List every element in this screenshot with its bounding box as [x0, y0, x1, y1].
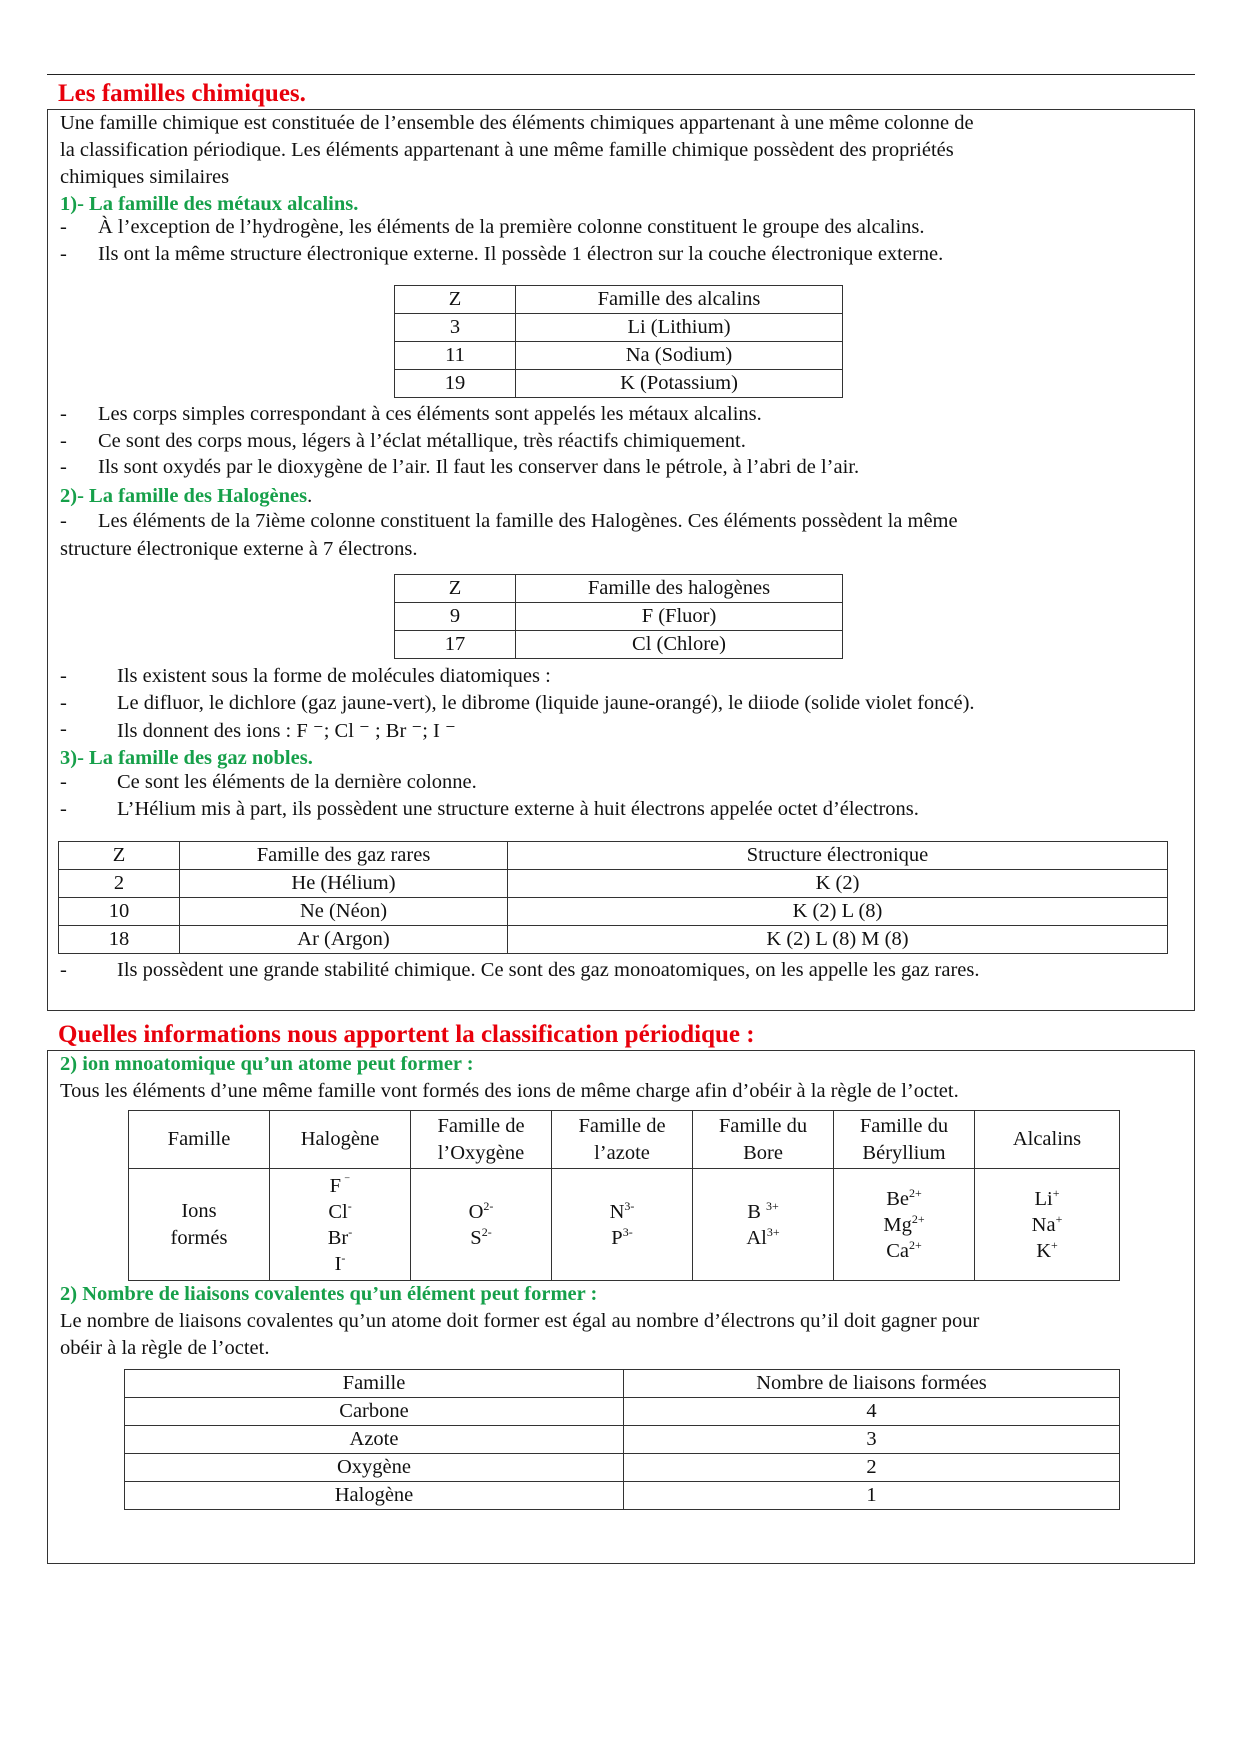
bullet-text: Ils possèdent une grande stabilité chimique. Ce sont des gaz monoatomiques, on les appelle les gaz rares.: [117, 959, 980, 981]
bullet-text: Ils sont oxydés par le dioxygène de l’air. Il faut les conserver dans le pétrole, à l’abri de l’air.: [98, 456, 860, 478]
noble-gas-table: [58, 841, 1168, 954]
bullet-dash: -: [60, 430, 67, 452]
ion-formula: I-: [334, 1250, 346, 1275]
ions-cell: [552, 1169, 693, 1281]
ions-header-cell: [693, 1111, 834, 1169]
bullet-dash: -: [60, 456, 67, 478]
table-row: [59, 926, 1168, 954]
table-cell: Li (Lithium): [516, 314, 843, 342]
bullet-dash: -: [60, 243, 67, 265]
bullet-dash: -: [60, 692, 67, 714]
ions-para: Tous les éléments d’une même famille vont formés des ions de même charge afin d’obéir à la règle de l’octet.: [60, 1080, 959, 1102]
bullet-text: Les corps simples correspondant à ces éléments sont appelés les métaux alcalins.: [98, 403, 762, 425]
ion-formula: K+: [1036, 1237, 1058, 1262]
table-row: [125, 1398, 1120, 1426]
table-cell: 3: [395, 314, 516, 342]
intro-line: la classification périodique. Les éléments appartenant à une même famille chimique possèdent des propriétés: [60, 139, 954, 161]
ions-header-text: l’azote: [594, 1141, 650, 1164]
table-row: [59, 870, 1168, 898]
ion-formula: Li+: [1034, 1185, 1060, 1210]
ion-formula: $S^{2-}$: [470, 1224, 492, 1249]
table-header-row: [129, 1111, 1120, 1169]
table-cell: 3: [624, 1426, 1120, 1454]
covalent-heading: 2) Nombre de liaisons covalentes qu’un élément peut former :: [60, 1283, 598, 1305]
ion-formula: Na+: [1031, 1211, 1063, 1236]
table-cell: Famille des gaz rares: [180, 842, 508, 870]
table-cell: Carbone: [125, 1398, 624, 1426]
ions-header-text: Famille du: [859, 1114, 949, 1137]
ion-formula: $P^{3-}$: [611, 1224, 633, 1249]
table-cell: 17: [395, 631, 516, 659]
table-cell: 9: [395, 603, 516, 631]
table-header-row: [59, 842, 1168, 870]
table-cell: Famille des alcalins: [516, 286, 843, 314]
table-cell: 10: [59, 898, 180, 926]
families-box: [47, 109, 1195, 1011]
ions-header-cell: [834, 1111, 975, 1169]
bullet-dash: -: [60, 718, 67, 740]
ions-cell: [693, 1169, 834, 1281]
table-cell: Na (Sodium): [516, 342, 843, 370]
table-cell: 18: [59, 926, 180, 954]
bullet-dash: -: [60, 665, 67, 687]
table-cell: 2: [624, 1454, 1120, 1482]
ion-formula: B $^{3+}$: [747, 1198, 779, 1223]
table-cell: 1: [624, 1482, 1120, 1510]
table-cell: Famille: [129, 1111, 270, 1169]
bullet-dash: -: [60, 959, 67, 981]
bullet-dash: -: [60, 771, 67, 793]
covalent-para-line1: Le nombre de liaisons covalentes qu’un atome doit former est égal au nombre d’électrons qu’il doit gagner pour: [60, 1310, 980, 1332]
table-cell: K (2): [508, 870, 1168, 898]
table-row: [59, 898, 1168, 926]
table-row: [395, 314, 843, 342]
table-row: [125, 1426, 1120, 1454]
bullet-text: Ce sont des corps mous, légers à l’éclat métallique, très réactifs chimiquement.: [98, 430, 746, 452]
noble-heading: 3)- La famille des gaz nobles.: [60, 747, 313, 769]
table-row: [125, 1454, 1120, 1482]
ions-header-cell: [975, 1111, 1120, 1169]
ion-formula: $Be^{2+}$: [886, 1185, 922, 1210]
bullet-text: Ils donnent des ions : F ⁻; Cl ⁻ ; Br ⁻; I ⁻: [117, 720, 456, 742]
ions-cell: [411, 1169, 552, 1281]
ions-table: [128, 1110, 1120, 1281]
table-cell: Famille des halogènes: [516, 575, 843, 603]
bullet-text: À l’exception de l’hydrogène, les éléments de la première colonne constituent le groupe des alcalins.: [98, 216, 925, 238]
bullet-dash: -: [60, 510, 67, 532]
alkali-table: [394, 285, 843, 398]
ions-header-cell: [411, 1111, 552, 1169]
table-cell: Z: [395, 575, 516, 603]
ions-header-text: Famille de: [437, 1114, 525, 1137]
bullet-dash: -: [60, 403, 67, 425]
table-row: [395, 342, 843, 370]
table-cell: Nombre de liaisons formées: [624, 1370, 1120, 1398]
ions-heading: 2) ion mnoatomique qu’un atome peut former :: [60, 1053, 474, 1075]
ions-cell: [270, 1169, 411, 1281]
ion-formula: $N^{3-}$: [609, 1198, 635, 1223]
classification-box: [47, 1050, 1195, 1564]
bullet-text: Les éléments de la 7ième colonne constituent la famille des Halogènes. Ces éléments possèdent la même: [98, 510, 958, 532]
ions-header-text: Halogène: [300, 1128, 380, 1150]
ions-header-cell: [270, 1111, 411, 1169]
ions-cell: [975, 1169, 1120, 1281]
table-header-row: [395, 286, 843, 314]
table-row: [395, 631, 843, 659]
bullet-text: Le difluor, le dichlore (gaz jaune-vert), le dibrome (liquide jaune-orangé), le diiode (solide violet foncé).: [117, 692, 975, 714]
table-row: [125, 1482, 1120, 1510]
ion-formula: F ⁻: [329, 1172, 351, 1197]
top-rule: [47, 74, 1195, 75]
bullet-text: Ce sont les éléments de la dernière colonne.: [117, 771, 477, 793]
ion-formula: $Al^{3+}$: [746, 1224, 780, 1249]
intro-line: chimiques similaires: [60, 166, 230, 188]
table-cell: Cl (Chlore): [516, 631, 843, 659]
table-cell: F (Fluor): [516, 603, 843, 631]
table-cell: Ar (Argon): [180, 926, 508, 954]
ions-header-text: Bore: [743, 1141, 783, 1164]
ions-row-label: Ions formés: [129, 1169, 270, 1281]
table-cell: Structure électronique: [508, 842, 1168, 870]
bullet-dash: -: [60, 216, 67, 238]
table-cell: Ne (Néon): [180, 898, 508, 926]
table-header-row: [395, 575, 843, 603]
table-cell: Azote: [125, 1426, 624, 1454]
table-cell: K (2) L (8) M (8): [508, 926, 1168, 954]
section-title-classification: Quelles informations nous apportent la classification périodique :: [58, 1021, 755, 1048]
table-row: [395, 370, 843, 398]
covalent-para-line2: obéir à la règle de l’octet.: [60, 1337, 270, 1359]
table-cell: Oxygène: [125, 1454, 624, 1482]
bullet-text: L’Hélium mis à part, ils possèdent une structure externe à huit électrons appelée octet d’électrons.: [117, 798, 919, 820]
ions-header-text: Béryllium: [862, 1141, 946, 1164]
bullet-text: Ils existent sous la forme de molécules diatomiques :: [117, 665, 551, 687]
ions-header-cell: [552, 1111, 693, 1169]
table-cell: 11: [395, 342, 516, 370]
ions-cell: [834, 1169, 975, 1281]
ions-header-text: Famille du: [718, 1114, 808, 1137]
table-row: [129, 1169, 1120, 1281]
ion-formula: $O^{2-}$: [468, 1198, 494, 1223]
bullet-dash: -: [60, 798, 67, 820]
ions-header-text: Famille de: [578, 1114, 666, 1137]
table-cell: Halogène: [125, 1482, 624, 1510]
ion-formula: $Ca^{2+}$: [886, 1237, 922, 1262]
intro-line: Une famille chimique est constituée de l’ensemble des éléments chimiques appartenant à une même colonne de: [60, 112, 974, 134]
ions-header-text: Alcalins: [1012, 1128, 1082, 1150]
halogen-para-line2: structure électronique externe à 7 électrons.: [60, 538, 418, 560]
table-cell: K (Potassium): [516, 370, 843, 398]
table-cell: 4: [624, 1398, 1120, 1426]
ion-formula: $Mg^{2+}$: [883, 1211, 925, 1236]
ion-formula: Br-: [327, 1224, 353, 1249]
table-cell: He (Hélium): [180, 870, 508, 898]
table-cell: Z: [395, 286, 516, 314]
table-header-row: [125, 1370, 1120, 1398]
bullet-text: Ils ont la même structure électronique externe. Il possède 1 électron sur la couche électronique externe.: [98, 243, 944, 265]
table-cell: K (2) L (8): [508, 898, 1168, 926]
covalent-table: [124, 1369, 1120, 1510]
ions-header-text: l’Oxygène: [437, 1141, 525, 1164]
halogen-table: [394, 574, 843, 659]
table-row: [395, 603, 843, 631]
table-cell: 2: [59, 870, 180, 898]
alkali-heading: 1)- La famille des métaux alcalins.: [60, 193, 359, 215]
section-title-families: Les familles chimiques.: [58, 80, 306, 107]
ion-formula: Cl-: [328, 1198, 352, 1223]
table-cell: Famille: [125, 1370, 624, 1398]
halogen-heading: 2)- La famille des Halogènes.: [60, 485, 313, 507]
table-cell: 19: [395, 370, 516, 398]
table-cell: Z: [59, 842, 180, 870]
